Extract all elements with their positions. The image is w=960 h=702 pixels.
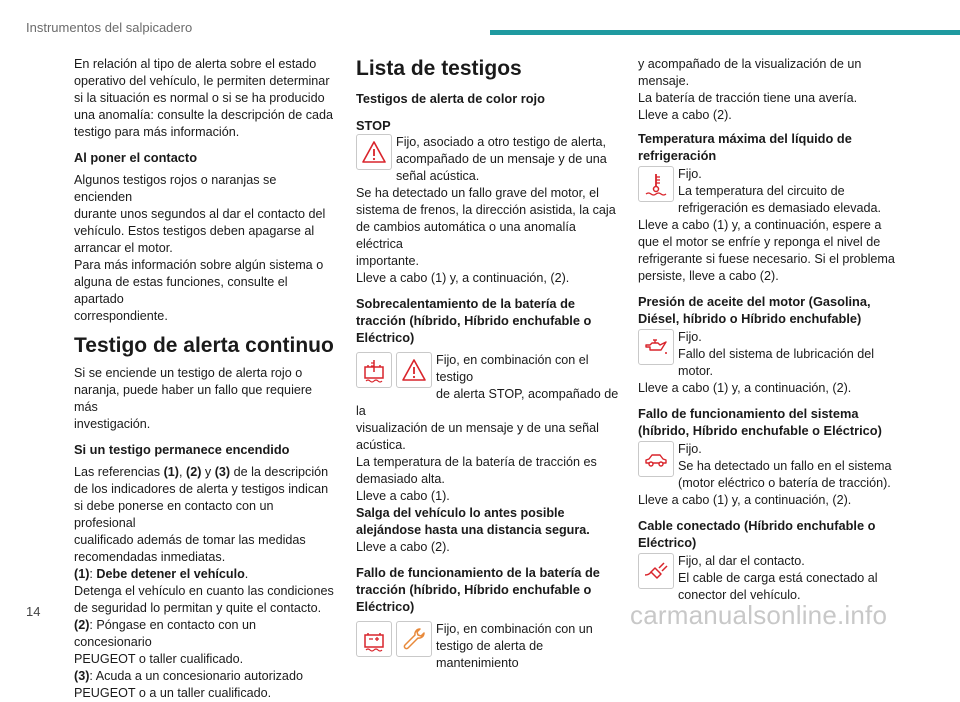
ref3-line: (3): Acuda a un concesionario autorizado xyxy=(74,669,303,683)
references-paragraph: Las referencias (1), (2) y (3) de la descripción de los indicadores de alerta y testigos indican si debe ponerse en contacto con un profesional cualificado además de tomar las medidas recomendadas inmediatas. (1): Debe detener el vehículo. Detenga el vehículo en cuanto las condiciones de seguridad lo permitan y quite el contacto. (2): Póngase en contacto con un concesionario PEUGEOT o taller cualificado. (3): Acuda a un concesionario autorizado PEUGEOT o a un taller cualificado. xyxy=(74,464,336,702)
oil-pressure-heading: Presión de aceite del motor (Gasolina, Diésel, híbrido o Híbrido enchufable) xyxy=(638,294,871,326)
battery-fault-entry: Fijo, en combinación con un testigo de alerta de mantenimiento xyxy=(356,621,622,672)
red-warnings-subtitle: Testigos de alerta de color rojo xyxy=(356,91,545,106)
system-fault-entry: Fijo. Se ha detectado un fallo en el sistema (motor eléctrico o batería de tracción). Lleve a cabo (1) y, a continuación, (2). xyxy=(638,442,892,507)
battery-fault-icon xyxy=(356,621,392,657)
warning-triangle-icon xyxy=(356,134,392,170)
coolant-entry: Fijo. La temperatura del circuito de refrigeración es demasiado elevada. Lleve a cabo (1) y, a continuación, espere a que el motor se enfríe y reponga el nivel de refrigerante si fuese necesario. Si el problema persiste, lleve a cabo (2). xyxy=(638,167,895,283)
battery-fault-heading: Fallo de funcionamiento de la batería de tracción (híbrido, Híbrido enchufable o Eléctrico) xyxy=(356,565,600,614)
page-number: 14 xyxy=(26,604,41,619)
battery-fault-continued: y acompañado de la visualización de un mensaje. La batería de tracción tiene una avería. Lleve a cabo (2). xyxy=(638,57,862,122)
continuous-heading: Testigo de alerta continuo xyxy=(74,334,334,357)
overheat-heading: Sobrecalentamiento de la batería de tracción (híbrido, Híbrido enchufable o Eléctrico) xyxy=(356,296,592,345)
wrench-icon xyxy=(396,621,432,657)
oil-can-icon xyxy=(638,329,674,365)
overheat-entry: Fijo, en combinación con el testigo de alerta STOP, acompañado de la visualización de un mensaje y de una señal acústica. La temperatura de la batería de tracción es demasiado alta. Lleve a cabo (1). Salga del vehículo lo antes posible alejándose hasta una distancia segura. Lleve a cabo (2). xyxy=(356,353,619,554)
column-1 xyxy=(74,56,336,702)
coolant-heading: Temperatura máxima del líquido de refrigeración xyxy=(638,131,852,163)
watermark: carmanualsonline.info xyxy=(630,600,888,630)
ref1-line: (1): Debe detener el vehículo. xyxy=(74,567,249,581)
remains-heading: Si un testigo permanece encendido xyxy=(74,442,290,457)
column-3 xyxy=(638,56,908,604)
contact-paragraph: Algunos testigos rojos o naranjas se encienden durante unos segundos al dar el contacto del vehículo. Estos testigos deben apagarse al arrancar el motor. Para más información sobre algún sistema o alguna de estas funciones, consulte el apartado correspondiente. xyxy=(74,173,326,323)
coolant-temperature-icon xyxy=(638,166,674,202)
car-fault-icon xyxy=(638,441,674,477)
list-title: Lista de testigos xyxy=(356,57,522,80)
continuous-paragraph: Si se enciende un testigo de alerta rojo o naranja, puede haber un fallo que requiere más investigación. xyxy=(74,366,313,431)
battery-temperature-icon xyxy=(356,352,392,388)
cable-connected-entry: Fijo, al dar el contacto. El cable de carga está conectado al conector del vehículo. xyxy=(638,553,908,604)
header-accent-bar xyxy=(490,30,960,35)
oil-pressure-entry: Fijo. Fallo del sistema de lubricación del motor. Lleve a cabo (1) y, a continuación, (2). xyxy=(638,330,875,395)
cable-connected-heading: Cable conectado (Híbrido enchufable o Eléctrico) xyxy=(638,518,876,550)
column-2 xyxy=(356,56,622,672)
stop-entry: Fijo, asociado a otro testigo de alerta, acompañado de un mensaje y de una señal acústica. Se ha detectado un fallo grave del motor, el sistema de frenos, la dirección asistida, la caja de cambios automática o una anomalía eléctrica importante. Lleve a cabo (1) y, a continuación, (2). xyxy=(356,135,616,285)
warning-triangle-icon xyxy=(396,352,432,388)
stop-heading: STOP xyxy=(356,118,391,133)
intro-paragraph: En relación al tipo de alerta sobre el estado operativo del vehículo, le permiten determinar si la situación es normal o si se ha producido una anomalía: consulte la descripción de cada testigo para más información. xyxy=(74,57,334,139)
ref2-line: (2): Póngase en contacto con un concesionario xyxy=(74,618,257,649)
contact-heading: Al poner el contacto xyxy=(74,150,198,165)
system-fault-heading: Fallo de funcionamiento del sistema (híbrido, Híbrido enchufable o Eléctrico) xyxy=(638,406,882,438)
charging-plug-icon xyxy=(638,553,674,589)
header-title: Instrumentos del salpicadero xyxy=(26,20,193,35)
